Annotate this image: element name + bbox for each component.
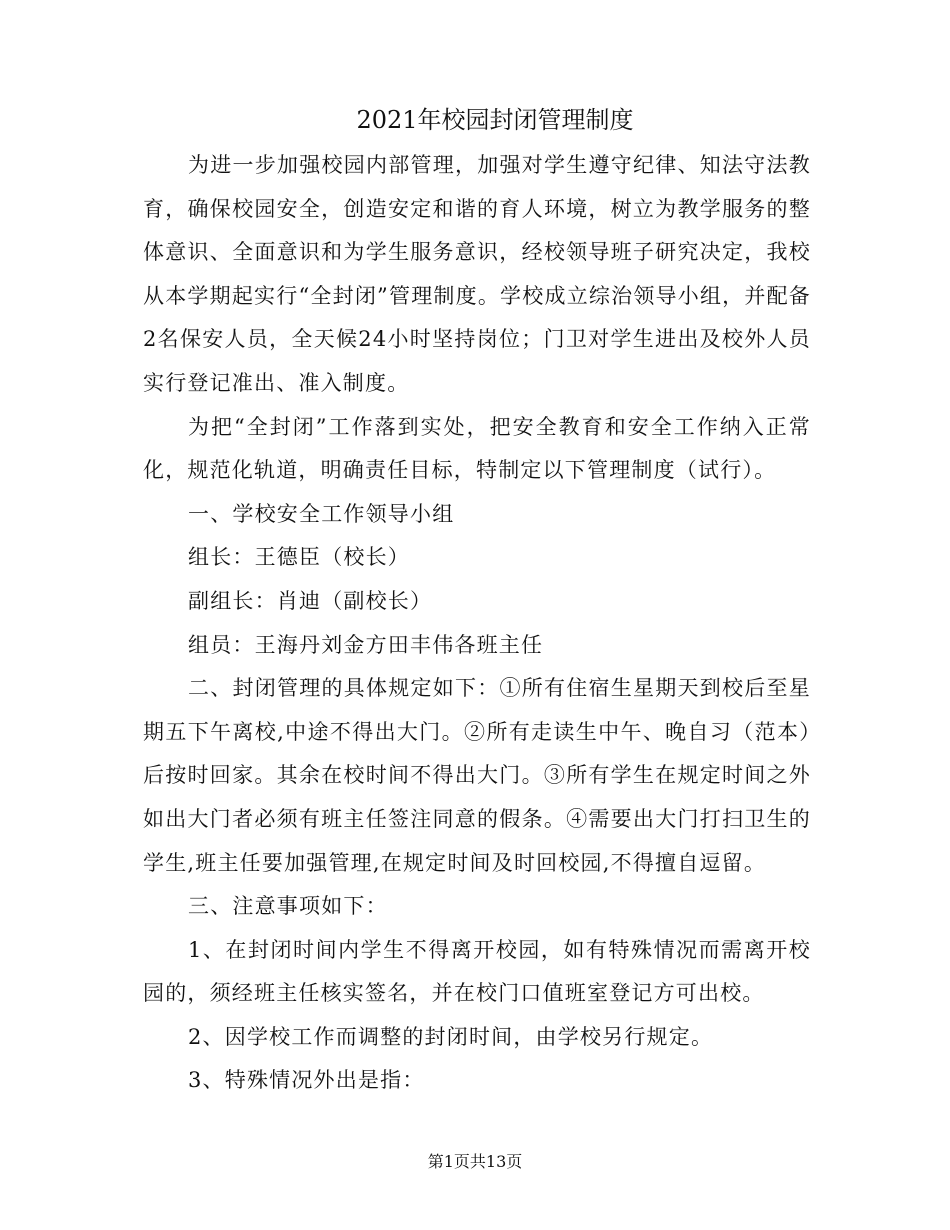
section-heading-notes: 三、注意事项如下：: [188, 894, 388, 919]
paragraph-purpose: 为把“全封闭”工作落到实处，把安全教育和安全工作纳入正常化，规范化轨道，明确责任目标，特制定以下管理制度（试行）。: [143, 414, 811, 483]
paragraph-note-2: 2、因学校工作而调整的封闭时间，由学校另行规定。: [188, 1024, 714, 1049]
paragraph-note-3: 3、特殊情况外出是指：: [188, 1068, 425, 1093]
paragraph-leader: 组长：王德臣（校长）: [188, 545, 410, 570]
paragraph-note-1: 1、在封闭时间内学生不得离开校园，如有特殊情况而需离开校园的，须经班主任核实签名，并在校门口值班室登记方可出校。: [143, 937, 811, 1006]
paragraph-intro: 为进一步加强校园内部管理，加强对学生遵守纪律、知法守法教育，确保校园安全，创造安定和谐的育人环境，树立为教学服务的整体意识、全面意识和为学生服务意识，经校领导班子研究决定，我校从本学期起实行“全封闭”管理制度。学校成立综治领导小组，并配备2名保安人员，全天候24小时坚持岗位；门卫对学生进出及校外人员实行登记准出、准入制度。: [143, 153, 811, 395]
paragraph-rules: 二、封闭管理的具体规定如下：①所有住宿生星期天到校后至星期五下午离校,中途不得出大门。②所有走读生中午、晚自习（范本）后按时回家。其余在校时间不得出大门。③所有学生在规定时间之外如出大门者必须有班主任签注同意的假条。④需要出大门打扫卫生的学生,班主任要加强管理,在规定时间及时回校园,不得擅自逗留。: [143, 676, 811, 875]
paragraph-members: 组员：王海丹刘金方田丰伟各班主任: [188, 632, 544, 657]
section-heading-leadership: 一、学校安全工作领导小组: [188, 501, 455, 526]
document-body: [143, 144, 811, 1103]
paragraph-deputy-leader: 副组长：肖迪（副校长）: [188, 588, 433, 613]
page-footer: 第1页共13页: [427, 1152, 523, 1171]
document-title: 2021年校园封闭管理制度: [356, 106, 634, 134]
